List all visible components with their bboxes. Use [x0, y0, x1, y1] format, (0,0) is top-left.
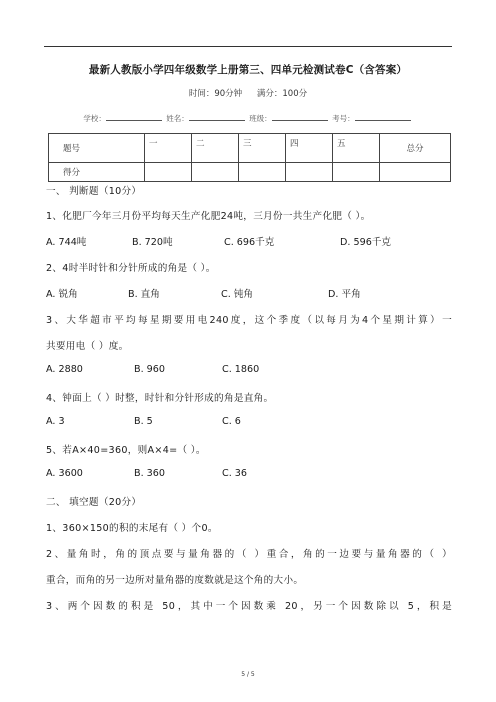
score-input-2[interactable] [192, 163, 239, 182]
question-1: 1、化肥厂今年三月份平均每天生产化肥24吨，三月份一共生产化肥（ ）。 [46, 211, 371, 222]
q3-option-a: A. 2880 [46, 364, 83, 375]
q4-option-b: B. 5 [134, 416, 153, 427]
student-info-fields [0, 113, 496, 124]
fill-question-2-line-2: 重合，而角的另一边所对量角器的度数就是这个角的大小。 [46, 575, 304, 586]
time-limit: 时间：90分钟 [188, 89, 243, 99]
exam-no-blank [355, 113, 411, 121]
column-2: 二 [192, 134, 239, 163]
q3-option-b: B. 960 [134, 364, 165, 375]
column-3: 三 [239, 134, 286, 163]
column-1: 一 [145, 134, 192, 163]
section-1-heading: 一、 判断题（10分） [46, 186, 142, 197]
q2-option-b: B. 直角 [128, 289, 160, 300]
page-number: 5 / 5 [241, 671, 255, 678]
question-2: 2、4时半时针和分针所成的角是（ ）。 [46, 263, 216, 274]
q4-option-c: C. 6 [222, 416, 241, 427]
score-table-score-row [49, 163, 451, 182]
fill-question-2-line-1: 2、量角时，角的顶点要与量角器的（ ）重合，角的一边要与量角器的（ ） [46, 549, 452, 560]
question-5: 5、若A×40=360，则A×4=（ ）。 [46, 445, 206, 456]
q5-option-b: B. 360 [134, 468, 165, 479]
q2-option-d: D. 平角 [328, 289, 361, 300]
score-table [48, 133, 451, 182]
score-input-4[interactable] [286, 163, 333, 182]
question-3-line-2: 共要用电（ ）度。 [46, 341, 129, 352]
school-blank [106, 113, 162, 121]
score-input-1[interactable] [145, 163, 192, 182]
section-2-heading: 二、 填空题（20分） [46, 497, 142, 508]
class-label: 班级： [249, 114, 272, 123]
name-label: 姓名： [166, 114, 189, 123]
page-title: 最新人教版小学四年级数学上册第三、四单元检测试卷C（含答案） [88, 64, 408, 76]
q1-option-d: D. 596千克 [340, 237, 391, 248]
column-4: 四 [286, 134, 333, 163]
question-4: 4、钟面上（ ）时整，时针和分针形成的角是直角。 [46, 393, 274, 404]
column-5: 五 [333, 134, 380, 163]
score-table-header-row [49, 134, 451, 163]
q5-option-a: A. 3600 [46, 468, 83, 479]
total-cell: 总分 [380, 134, 451, 163]
exam-meta [0, 87, 496, 99]
q1-option-b: B. 720吨 [132, 237, 173, 248]
q5-option-c: C. 36 [222, 468, 248, 479]
name-blank [189, 113, 245, 121]
score-input-5[interactable] [333, 163, 380, 182]
score-input-3[interactable] [239, 163, 286, 182]
q1-option-a: A. 744吨 [46, 237, 87, 248]
header-label-cell: 题号 [49, 134, 145, 163]
school-label: 学校： [83, 114, 106, 123]
q4-option-a: A. 3 [46, 416, 65, 427]
class-blank [272, 113, 328, 121]
fill-question-3-line-1: 3、两个因数的积是 50，其中一个因数乘 20，另一个因数除以 5，积是 [46, 601, 452, 612]
question-3-line-1: 3、大华超市平均每星期要用电240度，这个季度（以每月为4个星期计算）一 [46, 315, 452, 326]
exam-no-label: 考号： [332, 114, 355, 123]
q1-option-c: C. 696千克 [224, 237, 275, 248]
full-score: 满分：100分 [256, 89, 308, 99]
q2-option-c: C. 钝角 [221, 289, 253, 300]
header-rule [44, 46, 452, 47]
score-label-cell: 得分 [49, 163, 145, 182]
q2-option-a: A. 锐角 [46, 289, 78, 300]
q3-option-c: C. 1860 [222, 364, 260, 375]
score-input-total[interactable] [380, 163, 451, 182]
fill-question-1: 1、360×150的积的末尾有（ ）个0。 [46, 523, 218, 534]
